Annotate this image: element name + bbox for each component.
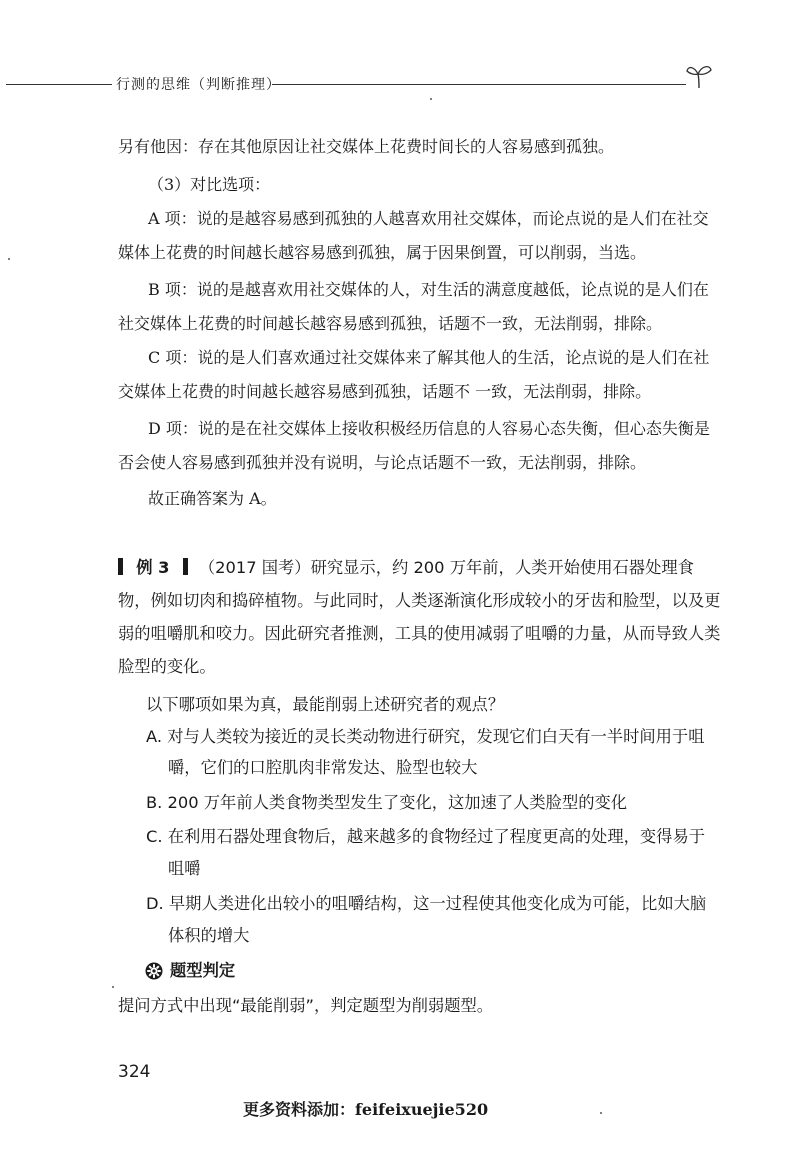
scan-speck bbox=[112, 986, 114, 988]
scan-speck bbox=[8, 258, 10, 260]
item-c-line2: 交媒体上花费的时间越长越容易感到孤独，话题不 一致，无法削弱，排除。 bbox=[118, 382, 652, 401]
gear-icon bbox=[145, 962, 163, 980]
sprout-icon bbox=[684, 60, 714, 90]
item-d-line2: 否会使人容易感到孤独并没有说明，与论点话题不一致，无法削弱，排除。 bbox=[118, 453, 647, 472]
option-c-line1: C. 在利用石器处理食物后，越来越多的食物经过了程度更高的处理，变得易于 bbox=[146, 827, 706, 846]
item-b-line1: B 项：说的是越喜欢用社交媒体的人，对生活的满意度越低，论点说的是人们在 bbox=[148, 280, 709, 299]
example-label: 例 3 bbox=[136, 558, 170, 577]
label-bar-right bbox=[183, 558, 188, 575]
label-bar-left bbox=[118, 558, 123, 575]
item-a-line1: A 项：说的是越容易感到孤独的人越喜欢用社交媒体，而论点说的是人们在社交 bbox=[148, 209, 709, 228]
example-line2: 物，例如切肉和捣碎植物。与此同时，人类逐渐演化形成较小的牙齿和脸型，以及更 bbox=[118, 591, 721, 610]
option-d-line2: 体积的增大 bbox=[168, 926, 250, 945]
scan-speck bbox=[600, 1112, 602, 1114]
option-c-line2: 咀嚼 bbox=[168, 859, 201, 878]
item-a-line2: 媒体上花费的时间越长越容易感到孤独，属于因果倒置，可以削弱，当选。 bbox=[118, 243, 647, 262]
item-b-line2: 社交媒体上花费的时间越长越容易感到孤独，话题不一致，无法削弱，排除。 bbox=[118, 314, 663, 333]
example-line3: 弱的咀嚼肌和咬力。因此研究者推测，工具的使用减弱了咀嚼的力量，从而导致人类 bbox=[118, 624, 721, 643]
option-a-line1: A. 对与人类较为接近的灵长类动物进行研究，发现它们白天有一半时间用于咀 bbox=[146, 727, 705, 746]
option-a-line2: 嚼，它们的口腔肌肉非常发达、脸型也较大 bbox=[168, 758, 478, 777]
judgement-title: 题型判定 bbox=[170, 961, 236, 980]
option-d-line1: D. 早期人类进化出较小的咀嚼结构，这一过程使其他变化成为可能，比如大脑 bbox=[146, 894, 707, 913]
header-rule-right bbox=[272, 84, 686, 85]
running-title: 行测的思维（判断推理） bbox=[116, 77, 281, 93]
example-line4: 脸型的变化。 bbox=[118, 657, 216, 676]
page-number: 324 bbox=[118, 1062, 151, 1082]
item-d-line1: D 项：说的是在社交媒体上接收积极经历信息的人容易心态失衡，但心态失衡是 bbox=[148, 419, 710, 438]
option-b-line1: B. 200 万年前人类食物类型发生了变化，这加速了人类脸型的变化 bbox=[146, 793, 628, 812]
example-line1: 例 3 （2017 国考）研究显示，约 200 万年前，人类开始使用石器处理食 bbox=[118, 552, 718, 583]
question: 以下哪项如果为真，最能削弱上述研究者的观点？ bbox=[146, 695, 505, 714]
scan-speck bbox=[430, 98, 432, 100]
footer-note: 更多资料添加：feifeixuejie520 bbox=[243, 1100, 489, 1119]
item-c-line1: C 项：说的是人们喜欢通过社交媒体来了解其他人的生活，论点说的是人们在社 bbox=[148, 348, 710, 367]
judgement-text: 提问方式中出现“最能削弱”，判定题型为削弱题型。 bbox=[118, 996, 494, 1015]
conclusion: 故正确答案为 A。 bbox=[148, 489, 277, 508]
other-cause-line: 另有他因：存在其他原因让社交媒体上花费时间长的人容易感到孤独。 bbox=[118, 137, 615, 156]
header-rule-left bbox=[6, 84, 112, 85]
compare-heading: （3）对比选项： bbox=[148, 175, 271, 194]
